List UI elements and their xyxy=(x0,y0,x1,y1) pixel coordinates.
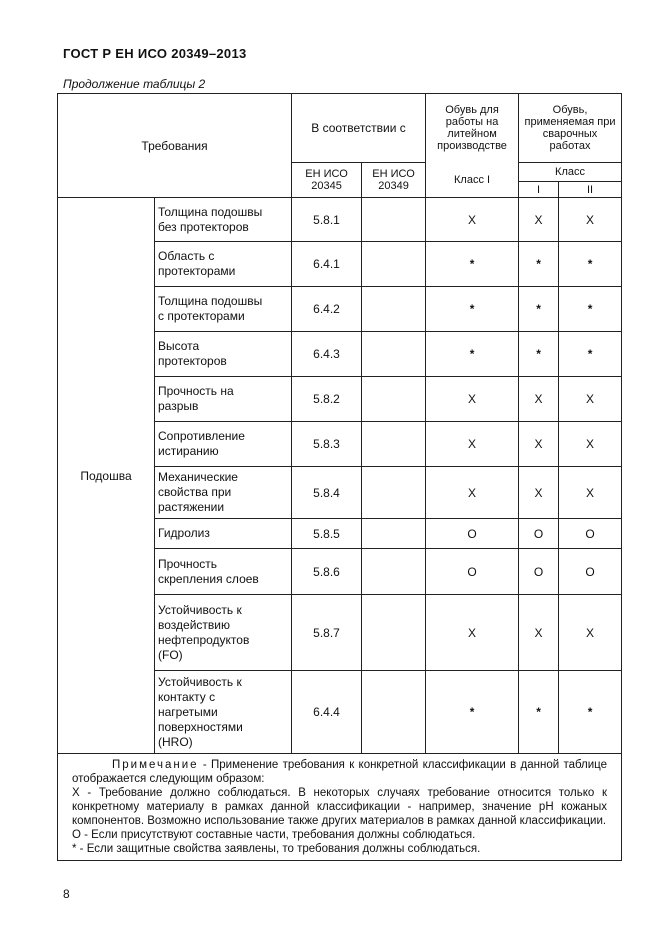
requirement-name-line: поверхностями xyxy=(158,719,243,734)
note-intro: - Применение требования к конкретной классификации в данной таблице отображается следующим образом: xyxy=(72,759,608,785)
page-number: 8 xyxy=(63,887,70,901)
foundry-line: Обувь для xyxy=(445,104,499,117)
welding-class-ii-mark: * xyxy=(559,671,622,754)
requirements-table xyxy=(57,93,621,861)
requirement-name xyxy=(155,332,292,377)
clause-ref-20349 xyxy=(362,422,426,467)
requirement-name xyxy=(155,519,292,549)
welding-class-i-mark: * xyxy=(519,671,559,754)
requirement-name xyxy=(155,467,292,519)
group-label: Подошва xyxy=(58,198,155,754)
welding-class-ii-mark: * xyxy=(559,242,622,287)
clause-ref-20349 xyxy=(362,467,426,519)
clause-ref-20349 xyxy=(362,595,426,671)
welding-class-i-mark: X xyxy=(519,595,559,671)
note-row xyxy=(58,754,622,861)
requirement-name-line: протекторов xyxy=(158,354,227,368)
note-label: Примечание xyxy=(112,759,199,771)
welding-class-ii-mark: X xyxy=(559,377,622,422)
welding-class-ii-mark: O xyxy=(559,549,622,595)
clause-ref-20349 xyxy=(362,519,426,549)
clause-ref: 5.8.2 xyxy=(292,377,362,422)
welding-class-i-mark: X xyxy=(519,422,559,467)
requirement-name-line: Толщина подошвы xyxy=(158,294,263,308)
foundry-class-i-mark: * xyxy=(426,671,519,754)
welding-class-ii-mark: * xyxy=(559,287,622,332)
requirement-name-line: Устойчивость к xyxy=(158,602,242,617)
clause-ref: 6.4.2 xyxy=(292,287,362,332)
requirement-name xyxy=(155,377,292,422)
foundry-class-i-mark: X xyxy=(426,595,519,671)
std-line: 20345 xyxy=(311,180,342,192)
welding-line: сварочных xyxy=(542,128,598,140)
clause-ref: 5.8.6 xyxy=(292,549,362,595)
welding-class-i-mark: O xyxy=(519,549,559,595)
table-row xyxy=(58,198,622,242)
clause-ref: 6.4.3 xyxy=(292,332,362,377)
requirement-name-line: контакту с xyxy=(158,689,216,704)
requirement-name-line: Сопротивление xyxy=(158,429,245,443)
clause-ref: 5.8.7 xyxy=(292,595,362,671)
header-according: В соответствии с xyxy=(292,94,426,163)
std-line: ЕН ИСО xyxy=(372,168,415,180)
table-note xyxy=(58,754,622,861)
clause-ref-20349 xyxy=(362,377,426,422)
foundry-class-i-mark: O xyxy=(426,549,519,595)
header-foundry xyxy=(426,94,519,163)
header-foundry-class: Класс I xyxy=(426,163,519,198)
clause-ref: 6.4.1 xyxy=(292,242,362,287)
requirement-name-line: разрыв xyxy=(158,399,199,413)
requirement-name-line: (FO) xyxy=(158,647,183,662)
clause-ref: 6.4.4 xyxy=(292,671,362,754)
requirement-name-line: нагретыми xyxy=(158,704,218,719)
foundry-class-i-mark: X xyxy=(426,198,519,242)
header-std-20345 xyxy=(292,163,362,198)
header-requirements: Требования xyxy=(58,94,292,198)
requirement-name-line: Устойчивость к xyxy=(158,674,242,689)
clause-ref: 5.8.4 xyxy=(292,467,362,519)
note-star: * - Если защитные свойства заявлены, то требования должны соблюдаться. xyxy=(72,843,481,855)
requirement-name-line: с протекторами xyxy=(158,309,245,323)
requirement-name-line: Толщина подошвы xyxy=(158,204,263,219)
requirement-name-line: Прочность на xyxy=(158,384,234,398)
requirement-name-line: Область с xyxy=(158,249,215,263)
header-class-ii: II xyxy=(559,182,622,198)
requirement-name-line: Гидролиз xyxy=(158,526,210,540)
foundry-class-i-mark: * xyxy=(426,242,519,287)
header-welding-class: Класс xyxy=(519,163,622,182)
clause-ref-20349 xyxy=(362,198,426,242)
foundry-class-i-mark: X xyxy=(426,467,519,519)
document-title: ГОСТ Р ЕН ИСО 20349–2013 xyxy=(63,46,247,61)
requirement-name-line: Высота xyxy=(158,339,200,353)
welding-line: применяемая при xyxy=(524,116,616,128)
requirement-name xyxy=(155,198,292,242)
requirement-name xyxy=(155,671,292,754)
requirement-name-line: нефтепродуктов xyxy=(158,632,250,647)
requirement-name-line: скрепления слоев xyxy=(158,571,259,586)
requirement-name-line: воздействию xyxy=(158,617,230,632)
clause-ref-20349 xyxy=(362,287,426,332)
welding-class-i-mark: * xyxy=(519,332,559,377)
table-continuation-caption: Продолжение таблицы 2 xyxy=(63,77,206,91)
foundry-class-i-mark: X xyxy=(426,422,519,467)
welding-class-i-mark: X xyxy=(519,467,559,519)
header-welding xyxy=(519,94,622,163)
requirement-name-line: истиранию xyxy=(158,444,219,458)
note-o: O - Если присутствуют составные части, требования должны соблюдаться. xyxy=(72,829,476,841)
clause-ref-20349 xyxy=(362,332,426,377)
welding-class-i-mark: X xyxy=(519,377,559,422)
welding-class-ii-mark: X xyxy=(559,595,622,671)
foundry-class-i-mark: * xyxy=(426,332,519,377)
welding-class-ii-mark: X xyxy=(559,467,622,519)
welding-class-ii-mark: X xyxy=(559,422,622,467)
note-x: X - Требование должно соблюдаться. В некоторых случаях требование относится только к конкретному материалу в рамках данной классификации - например, значение pH кожаных компонентов. Возможно использование также других материалов в рамках данной классификации. xyxy=(72,787,608,827)
requirement-name-line: Прочность xyxy=(158,556,218,571)
std-line: ЕН ИСО xyxy=(305,168,348,180)
requirement-name xyxy=(155,242,292,287)
welding-class-ii-mark: * xyxy=(559,332,622,377)
foundry-line: производстве xyxy=(437,140,507,153)
header-class-i: I xyxy=(519,182,559,198)
clause-ref-20349 xyxy=(362,549,426,595)
foundry-class-i-mark: * xyxy=(426,287,519,332)
foundry-class-i-mark: X xyxy=(426,377,519,422)
requirement-name-line: Механические xyxy=(158,470,238,484)
requirement-name xyxy=(155,422,292,467)
welding-class-i-mark: * xyxy=(519,287,559,332)
clause-ref-20349 xyxy=(362,242,426,287)
requirement-name xyxy=(155,549,292,595)
welding-class-ii-mark: X xyxy=(559,198,622,242)
clause-ref: 5.8.1 xyxy=(292,198,362,242)
requirement-name xyxy=(155,287,292,332)
welding-class-i-mark: * xyxy=(519,242,559,287)
welding-line: Обувь, xyxy=(552,104,588,116)
foundry-line: литейном xyxy=(447,128,497,141)
requirement-name-line: растяжении xyxy=(158,500,225,514)
foundry-line: работы на xyxy=(445,116,499,129)
std-line: 20349 xyxy=(378,180,409,192)
clause-ref: 5.8.3 xyxy=(292,422,362,467)
requirement-name-line: протекторами xyxy=(158,264,236,278)
requirement-name-line: без протекторов xyxy=(158,219,249,234)
welding-line: работах xyxy=(549,140,591,152)
clause-ref-20349 xyxy=(362,671,426,754)
foundry-class-i-mark: O xyxy=(426,519,519,549)
clause-ref: 5.8.5 xyxy=(292,519,362,549)
welding-class-i-mark: O xyxy=(519,519,559,549)
welding-class-i-mark: X xyxy=(519,198,559,242)
header-std-20349 xyxy=(362,163,426,198)
requirement-name xyxy=(155,595,292,671)
requirement-name-line: (HRO) xyxy=(158,734,193,749)
requirement-name-line: свойства при xyxy=(158,485,232,499)
welding-class-ii-mark: O xyxy=(559,519,622,549)
